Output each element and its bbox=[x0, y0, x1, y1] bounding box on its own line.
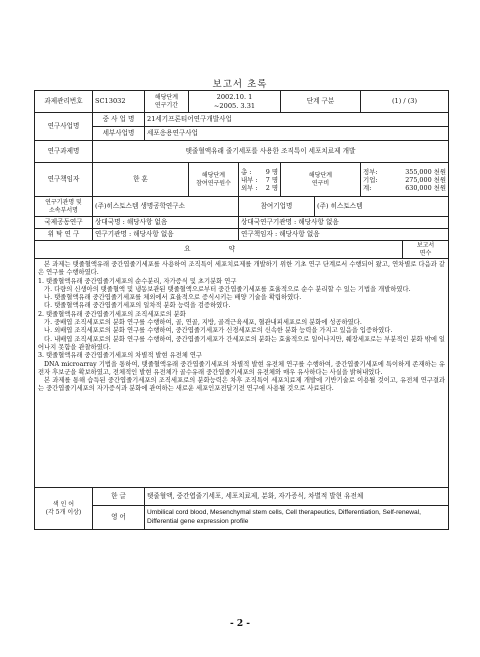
mid-project-label: 중 사 업 명 bbox=[93, 113, 145, 127]
report-abstract-table bbox=[34, 90, 449, 530]
leader-label: 연구책임자 bbox=[35, 163, 93, 197]
summary-item: 나. 탯줄혈액유래 중간엽줄기세포를 체외에서 효율적으로 증식시키는 배양 기술을 확립하였다. bbox=[44, 294, 302, 302]
period-value: 2002.10. 1 ~2005. 3.31 bbox=[189, 91, 281, 113]
org-label: 연구기관명 및 소속부서명 bbox=[35, 197, 93, 217]
org-value: (주)히스토스템 생명공학연구소 bbox=[93, 197, 239, 217]
mid-project-value: 21세기프론티어연구개발사업 bbox=[145, 113, 449, 127]
summary-conclusion: 본 과제를 통해 습득된 중간엽줄기세포의 조직세포로의 분화능력은 차후 조직특이 세포치료제 개발에 기반기술로 이용될 것이고, 유전체 연구결과는 중간엽줄기세포의 자가증식과 분화에 관여하는 새로운 세포인포전달기전 연구에 사용될 것으로 사료된다. bbox=[38, 377, 446, 393]
researchers-count: 총 : 9 명 내부 : 7 명 외부 : 2 명 bbox=[239, 163, 281, 197]
report-title: 보고서 초록 bbox=[212, 79, 268, 90]
period-label: 해당단계 연구기간 bbox=[145, 91, 189, 113]
index-en-terms: Umbilical cord blood, Mesenchymal stem cells, Cell therapeutics, Differentiation, Self-renewal, Differential gene expression profile bbox=[145, 506, 449, 530]
summary-item: 다. 탯줄혈액유래 중간엽줄기세포의 일차적 분화 능력을 검증하였다. bbox=[44, 302, 231, 310]
summary-paragraph: 본 과제는 탯줄혈액유래 중간엽줄기세포를 사용하여 조직특이 세포치료제를 개발하기 위한 기초 연구 단계로서 수행되어 왔고, 연차별로 다음과 같은 연구를 수행하였다. bbox=[38, 261, 446, 277]
sub-project-value: 세포응용연구사업 bbox=[145, 127, 449, 141]
summary-heading-1: 1. 탯줄혈액유래 중간엽줄기세포의 순수분리, 자가증식 및 초기분화 연구 bbox=[38, 277, 237, 285]
leader-name: 한 훈 bbox=[93, 163, 189, 197]
cost-values: 정부: 355,000 천원 기업: 275,000 천원 계: 630,000 천원 bbox=[361, 163, 449, 197]
mgmt-no-label: 과제관리번호 bbox=[35, 91, 93, 113]
pages-label: 보고서 면수 bbox=[403, 241, 449, 259]
intl-country: 상대국명 : 해당사항 없음 bbox=[93, 217, 239, 229]
summary-body bbox=[35, 259, 449, 488]
stage-label: 단계 구분 bbox=[281, 91, 361, 113]
partner-label: 참여기업명 bbox=[239, 197, 315, 217]
index-en-label: 영 어 bbox=[93, 506, 145, 530]
partner-value: (주) 히스토스템 bbox=[315, 197, 449, 217]
summary-item: 가. 다량의 신생아의 탯줄혈액 및 냉동보관된 탯줄혈액으로부터 중간엽줄기세포를 효율적으로 순수 분리할 수 있는 기법을 개발하였다. bbox=[44, 285, 411, 293]
sub-project-label: 세부사업명 bbox=[93, 127, 145, 141]
mgmt-no-value: SC13032 bbox=[93, 91, 145, 113]
consign-org: 연구기관명 : 해당사항 없음 bbox=[93, 229, 239, 241]
intl-label: 국제공동연구 bbox=[35, 217, 93, 229]
index-ko-terms: 탯줄혈액, 중간엽줄기세포, 세포치료제, 분화, 자가증식, 차별적 발현 유전체 bbox=[145, 488, 449, 506]
consign-leader: 연구책임자 : 해당사항 없음 bbox=[239, 229, 449, 241]
task-value: 탯줄혈액유래 줄기세포를 사용한 조직특이 세포치료제 개발 bbox=[93, 141, 449, 163]
project-label: 연구사업명 bbox=[35, 113, 93, 141]
researchers-label: 해당단계 참여연구원수 bbox=[189, 163, 239, 197]
page-number: - 2 - bbox=[230, 619, 250, 629]
summary-item: 가. 중배엽 조직세포로의 분화 연구를 수행하여, 골, 연골, 지방, 골격근육세포, 혈관내피세포로의 분화에 성공하였다. bbox=[44, 319, 362, 327]
index-terms-label: 색 인 어 (각 5개 이상) bbox=[35, 488, 93, 530]
consign-label: 위 탁 연 구 bbox=[35, 229, 93, 241]
cost-label: 해당단계 연구비 bbox=[281, 163, 361, 197]
summary-item: DNA microarray 기법을 통하여, 탯줄혈액유래 중간엽줄기세포의 차별적 발현 유전체 연구를 수행하여, 중간엽줄기세포에 특이하게 존재하는 유전자 후보군을 확보하였고, 전체적인 발현 유전체가 골수유래 중간엽줄기세포의 유전체와 매우 유사하다는 사실을 밝혀내었다. bbox=[38, 360, 446, 376]
stage-value: (1) / (3) bbox=[361, 91, 449, 113]
summary-item: 나. 외배엽 조직세포로의 분화 연구를 수행하여, 중간엽줄기세포가 신경세포로의 신속한 분화 능력을 가지고 있음을 입증하였다. bbox=[44, 327, 393, 335]
summary-heading-2: 2. 탯줄혈액유래 중간엽줄기세포의 조직세포로의 분화 bbox=[38, 310, 186, 318]
index-ko-label: 한 글 bbox=[93, 488, 145, 506]
summary-heading-3: 3. 탯줄혈액유래 중간엽줄기세포의 차별적 발현 유전체 연구 bbox=[38, 352, 203, 360]
task-label: 연구과제명 bbox=[35, 141, 93, 163]
summary-item: 다. 내배엽 조직세포로의 분화 연구를 수행하여, 중간엽줄기세포가 간세포로의 분화는 효율적으로 일어나지만, 췌장세포로는 부분적인 분화 밖에 일어나지 못함을 관찰하였다. bbox=[38, 335, 446, 351]
summary-label: 요 약 bbox=[35, 241, 403, 259]
intl-org: 상대국연구기관명 : 해당사항 없음 bbox=[239, 217, 449, 229]
